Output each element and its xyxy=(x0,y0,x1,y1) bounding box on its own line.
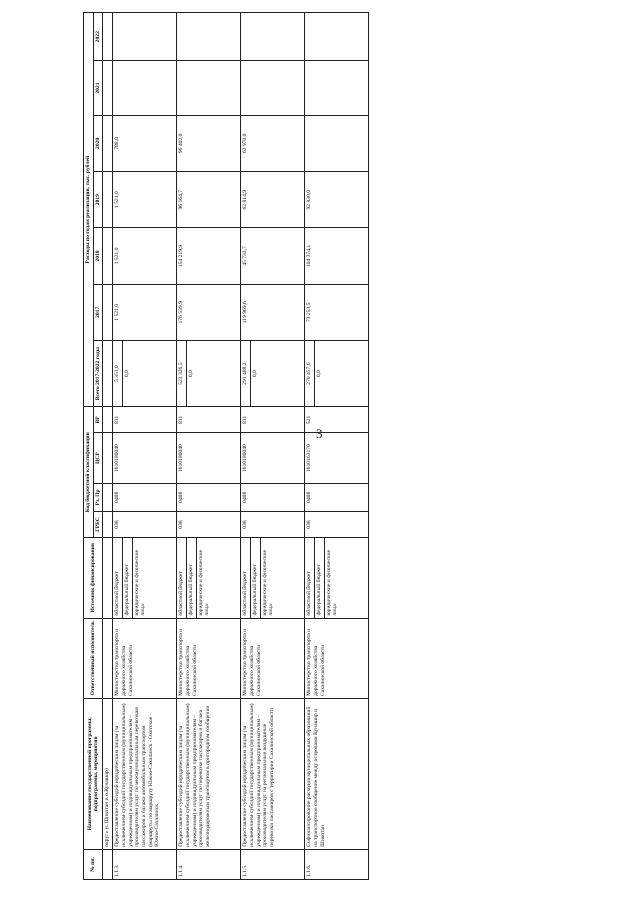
row-total xyxy=(305,340,369,406)
row-rzpr: 0408 xyxy=(177,483,241,511)
source-item: областной бюджет xyxy=(305,538,315,617)
row-vr: 811 xyxy=(177,407,241,433)
total-total_b: 0,0 xyxy=(123,370,130,378)
row-sources xyxy=(305,538,369,618)
total-total: 270 457,6 xyxy=(305,341,315,406)
source-item: федеральный бюджет xyxy=(315,538,325,617)
row-csr: 1610180040 xyxy=(113,433,177,483)
source-item: федеральный бюджет xyxy=(123,538,133,617)
total-total_b: 0,0 xyxy=(251,370,258,378)
row-vr: 811 xyxy=(241,407,305,433)
row-vr: 811 xyxy=(113,407,177,433)
source-item: юридические и физические лица xyxy=(325,549,339,616)
row-sources xyxy=(113,538,177,618)
row-grbs: 038 xyxy=(113,511,177,537)
row-sources xyxy=(241,538,305,618)
header-2021: 2021 xyxy=(93,61,103,115)
row-y2018: 45 733,7 xyxy=(241,228,305,284)
header-num: № пп. xyxy=(84,849,103,879)
total-total_b: 0,0 xyxy=(187,370,194,378)
row-y2017: 1 521,0 xyxy=(113,284,177,340)
row-y2018: 104 374,1 xyxy=(305,228,369,284)
row-name: Софинансирование расходов муниципальных образований на транспортное сообщение между островами Кунашир и Шикотан xyxy=(305,698,369,849)
row-y2017: 73 253,5 xyxy=(305,284,369,340)
row-vr: 521 xyxy=(305,407,369,433)
table-row xyxy=(241,13,305,880)
row-y2021 xyxy=(241,61,305,115)
row-y2017: 119 969,6 xyxy=(241,284,305,340)
header-2022: 2022 xyxy=(93,13,103,61)
row-sources xyxy=(177,538,241,618)
row-total xyxy=(241,340,305,406)
row-name: Предоставление субсидий юридическим лицам (за исключением субсидий государственным (муниципальным) учреждениям) и индивидуальным предпринимателям – производителям услуг по перевозке пассажиров и багажа железнодорожным транспортом в пригородном сообщении xyxy=(177,698,241,849)
row-num: 1.1.3. xyxy=(113,849,177,879)
header-name: Наименование государственной программы, подпрограммы, мероприятия xyxy=(84,698,103,849)
row-total xyxy=(113,340,177,406)
header-csr: ЦСР xyxy=(93,433,103,483)
row-executor: Министерство транспорта и дорожного хозяйства Сахалинской области xyxy=(113,618,177,698)
row-y2019: 96 164,7 xyxy=(177,172,241,228)
row-grbs: 038 xyxy=(177,511,241,537)
row-rzpr: 0408 xyxy=(305,483,369,511)
row-num: 1.1.5. xyxy=(241,849,305,879)
intro-name: округ» (с.Шикотан и о.Кунашир) xyxy=(103,698,113,849)
row-y2019: 62 814,9 xyxy=(241,172,305,228)
row-rzpr: 0408 xyxy=(113,483,177,511)
row-y2020 xyxy=(305,115,369,171)
row-y2021 xyxy=(177,61,241,115)
total-total_b: 0,0 xyxy=(315,370,322,378)
rotated-budget-table-wrapper xyxy=(83,12,583,880)
row-executor: Министерство транспорта и дорожного хозяйства Сахалинской области xyxy=(177,618,241,698)
row-num: 1.1.4. xyxy=(177,849,241,879)
source-item: федеральный бюджет xyxy=(187,538,197,617)
row-y2017: 176 539,9 xyxy=(177,284,241,340)
source-item: федеральный бюджет xyxy=(251,538,261,617)
header-executor: Ответственный исполнитель xyxy=(84,618,103,698)
total-total: 5 351,0 xyxy=(113,341,123,406)
row-y2020: 62 970,0 xyxy=(241,115,305,171)
source-item: юридические и физические лица xyxy=(197,549,211,616)
row-y2022 xyxy=(305,13,369,61)
row-y2019: 1 521,0 xyxy=(113,172,177,228)
row-csr: 1610180040 xyxy=(241,433,305,483)
intro-row xyxy=(103,13,113,880)
row-y2021 xyxy=(113,61,177,115)
row-grbs: 038 xyxy=(305,511,369,537)
budget-table xyxy=(83,12,369,880)
header-costs: Расходы по годам реализации, тыс. рублей xyxy=(84,13,94,407)
header-vr: ВР xyxy=(93,407,103,433)
header-2017: 2017 xyxy=(93,284,103,340)
row-y2018: 1 521,0 xyxy=(113,228,177,284)
row-rzpr: 0408 xyxy=(241,483,305,511)
row-grbs: 038 xyxy=(241,511,305,537)
page-number: 3 xyxy=(316,426,323,441)
row-csr: 1610180040 xyxy=(177,433,241,483)
source-item: областной бюджет xyxy=(177,538,187,617)
source-item: областной бюджет xyxy=(113,538,123,617)
row-csr: 1610163170 xyxy=(305,433,369,483)
table-row xyxy=(305,13,369,880)
header-2019: 2019 xyxy=(93,172,103,228)
total-total: 523 326,5 xyxy=(177,341,187,406)
row-y2020: 96 402,0 xyxy=(177,115,241,171)
source-item: юридические и физические лица xyxy=(261,549,275,616)
row-y2021 xyxy=(305,61,369,115)
source-item: юридические и физические лица xyxy=(133,549,147,616)
header-rzpr: Рз, Пр xyxy=(93,483,103,511)
row-y2020: 788,0 xyxy=(113,115,177,171)
header-kbk: Код бюджетной классификации xyxy=(84,407,94,538)
row-total xyxy=(177,340,241,406)
row-y2022 xyxy=(113,13,177,61)
row-executor: Министерство транспорта и дорожного хозяйства Сахалинской области xyxy=(305,618,369,698)
table-row xyxy=(177,13,241,880)
row-num: 1.1.6. xyxy=(305,849,369,879)
header-2020: 2020 xyxy=(93,115,103,171)
header-source: Источник финансирования xyxy=(84,538,103,618)
total-total: 291 488,2 xyxy=(241,341,251,406)
table-row xyxy=(113,13,177,880)
row-y2019: 92 830,0 xyxy=(305,172,369,228)
source-item: областной бюджет xyxy=(241,538,251,617)
header-2018: 2018 xyxy=(93,228,103,284)
header-total: Всего 2017-2022 годы xyxy=(93,340,103,406)
row-y2022 xyxy=(177,13,241,61)
row-y2022 xyxy=(241,13,305,61)
row-name: Предоставление субсидий юридическим лицам (за исключением субсидий государственным (муниципальным) учреждениям) и индивидуальным предпринимателям – производителям услуг по межмуниципальным перевозкам пассажиров и багажа автомобильным транспортом (маршруты по маршруту Южно-Сахалинск - Охотское - Южно-Сахалинск xyxy=(113,698,177,849)
row-y2018: 154 219,9 xyxy=(177,228,241,284)
row-name: Предоставление субсидий юридическим лицам (за исключением субсидий государственным (муниципальным) учреждениям) и индивидуальным предпринимателям – производителям услуг на региональные воздушные перевозки пассажиров с территории Сахалинской области xyxy=(241,698,305,849)
header-row-1 xyxy=(84,13,94,880)
header-grbs: ГРБС xyxy=(93,511,103,537)
row-executor: Министерство транспорта и дорожного хозяйства Сахалинской области xyxy=(241,618,305,698)
